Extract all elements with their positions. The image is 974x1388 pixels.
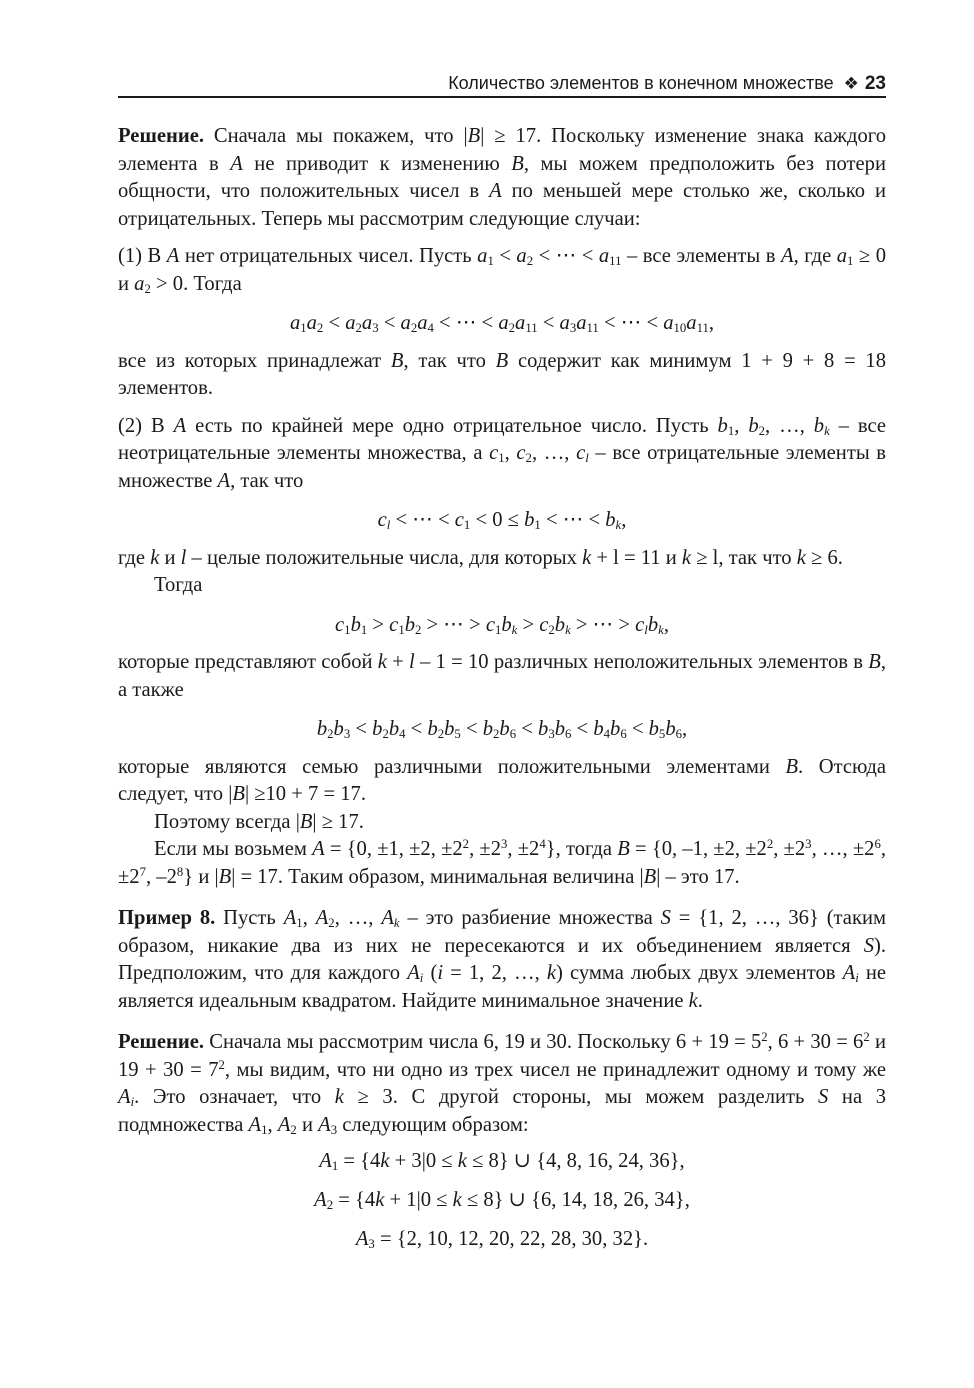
paragraph: которые представляют собой k + l – 1 = 10 различных неположительных элементов в B, а также: [118, 651, 886, 701]
paragraph: Поэтому всегда |B| ≥ 17.: [154, 810, 364, 833]
page-number: 23: [864, 73, 886, 94]
display-formula: $b_2b_3 < b_2b_4 < b_2b_5 < b_2b_6 < b_3b_6 < b_4b_6 < b_5b_6$,: [316, 718, 688, 742]
paragraph: (2) В A есть по крайней мере одно отрицательное число. Пусть $b_1$, $b_2$, …, $b_k$ – все неотрицательные элементы множества, а $c_1$, $c_2$, …, $c_l$ – все отрицательные элементы в множестве A, так что: [118, 414, 887, 492]
paragraph: Решение. Сначала мы рассмотрим числа 6, 19 и 30. Поскольку $6 + 19 = 5^2$, $6 + 30 = 6^2$ и $19 + 30 = 7^2$, мы видим, что ни одно из трех чисел не принадлежит одному и тому же $A_i$. Это означает, что k ≥ 3. С другой стороны, мы можем разделить S на 3 подмножества $A_1$, $A_2$ и $A_3$ следующим образом:: [118, 1029, 886, 1137]
paragraph: Если мы возьмем A = {0, ±1, ±2, $\pm 2^2$, $\pm 2^3$, $\pm 2^4$}, тогда B = {0, –1, ±2, $\pm 2^2$, $\pm 2^3$, …, $\pm 2^6$, $\pm 2^7$, $-2^8$} и |B| = 17. Таким образом, минимальная величина |B| – это 17.: [118, 836, 886, 888]
paragraph: Пример 8. Пусть $A_1$, $A_2$, …, $A_k$ – это разбиение множества S = {1, 2, …, 36} (таким образом, никакие два из них не пересекаются и их объединением является S). Предположим, что для каждого $A_i$ (i = 1, 2, …, k) сумма любых двух элементов $A_i$ не является идеальным квадратом. Найдите минимальное значение k.: [118, 907, 887, 1012]
page-body: [118, 123, 886, 1262]
paragraph: все из которых принадлежат B, так что B содержит как минимум 1 + 9 + 8 = 18 элементов.: [118, 349, 887, 399]
paragraph: Тогда: [154, 574, 203, 596]
paragraph: которые являются семью различными положительными элементами B. Отсюда следует, что |B| ≥10 + 7 = 17.: [118, 755, 886, 805]
display-formula: $A_3 = \{2$, 10, 12, 20, 22, 28, 30, 32}.: [355, 1228, 649, 1252]
display-formula: $a_1a_2 < a_2a_3 < a_2a_4$ < ⋯ < $a_2a_{11} < a_3a_{11}$ < ⋯ < $a_{10}a_{11}$,: [289, 312, 715, 336]
display-formula: $c_l$ < ⋯ < $c_1 < 0 \le b_1$ < ⋯ < $b_k$,: [377, 509, 627, 533]
paragraph: Решение. Сначала мы покажем, что |B| ≥ 17. Поскольку изменение знака каждого элемента в A не приводит к изменению B, мы можем предположить без потери общности, что положительных чисел в A по меньшей мере столько же, сколько и отрицательных. Теперь мы рассмотрим следующие случаи:: [118, 125, 886, 230]
display-formula: $c_1b_1 > c_1b_2$ > ⋯ > $c_1b_k > c_2b_k$ > ⋯ > $c_lb_k$,: [335, 613, 669, 637]
running-header: [118, 70, 886, 98]
paragraph: (1) В A нет отрицательных чисел. Пусть $a_1 < a_2$ < ⋯ < $a_{11}$ – все элементы в A, где $a_1 \ge 0$ и $a_2 > 0$. Тогда: [118, 245, 886, 296]
display-formula: $A_1 = \{4k + 3|0 \le k \le 8\}$ ∪ {4, 8, 16, 24, 36},: [319, 1150, 685, 1174]
paragraph: где k и l – целые положительные числа, для которых k + l = 11 и k ≥ l, так что k ≥ 6.: [118, 546, 843, 569]
display-formula: $A_2 = \{4k + 1|0 \le k \le 8\}$ ∪ {6, 14, 18, 26, 34},: [314, 1189, 690, 1213]
running-title: Количество элементов в конечном множестве: [448, 73, 834, 93]
ornament-icon: ❖: [843, 74, 859, 93]
